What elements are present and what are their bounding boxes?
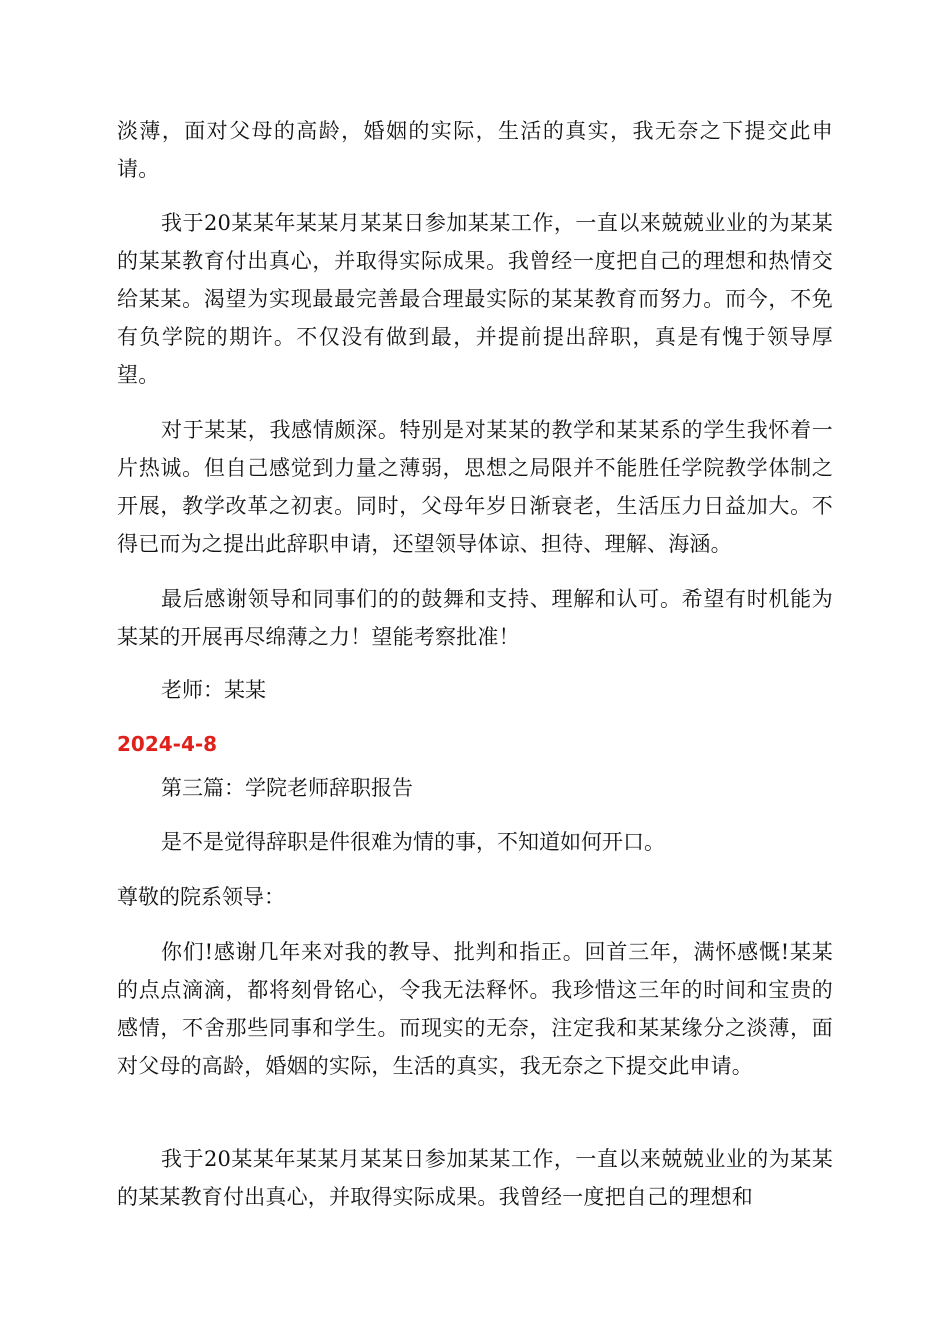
paragraph-work-history: 我于20某某年某某月某某日参加某某工作，一直以来兢兢业业的为某某的某某教育付出真心，并取得实际成果。我曾经一度把自己的理想和热情交给某某。渴望为实现最最完善最合理最实际的某某教育而努力。而今，不免有负学院的期许。不仅没有做到最，并提前提出辞职，真是有愧于领导厚望。: [117, 211, 833, 387]
paragraph-work-history-repeat: 我于20某某年某某月某某日参加某某工作，一直以来兢兢业业的为某某的某某教育付出真心，并取得实际成果。我曾经一度把自己的理想和: [117, 1147, 833, 1209]
paragraph-continuation: 淡薄，面对父母的高龄，婚姻的实际，生活的真实，我无奈之下提交此申请。: [117, 119, 833, 181]
paragraph-greeting: 你们!感谢几年来对我的教导、批判和指正。回首三年，满怀感慨!某某的点点滴滴，都将刻骨铭心，令我无法释怀。我珍惜这三年的时间和宝贵的感情，不舍那些同事和学生。而现实的无奈，注定我和某某缘分之淡薄，面对父母的高龄，婚姻的实际，生活的真实，我无奈之下提交此申请。: [117, 940, 833, 1078]
date-heading: 2024-4-8: [117, 732, 218, 756]
intro-line: 是不是觉得辞职是件很难为情的事，不知道如何开口。: [161, 830, 665, 854]
salutation: 尊敬的院系领导：: [117, 885, 285, 909]
paragraph-thanks: 最后感谢领导和同事们的的鼓舞和支持、理解和认可。希望有时机能为某某的开展再尽绵薄之力！望能考察批准！: [117, 587, 833, 649]
paragraph-feelings: 对于某某，我感情颇深。特别是对某某的教学和某某系的学生我怀着一片热诚。但自己感觉到力量之薄弱，思想之局限并不能胜任学院教学体制之开展，教学改革之初衷。同时，父母年岁日渐衰老，生活压力日益加大。不得已而为之提出此辞职申请，还望领导体谅、担待、理解、海涵。: [117, 418, 833, 556]
section-title: 第三篇：学院老师辞职报告: [161, 776, 413, 800]
signature-line: 老师：某某: [161, 678, 266, 702]
